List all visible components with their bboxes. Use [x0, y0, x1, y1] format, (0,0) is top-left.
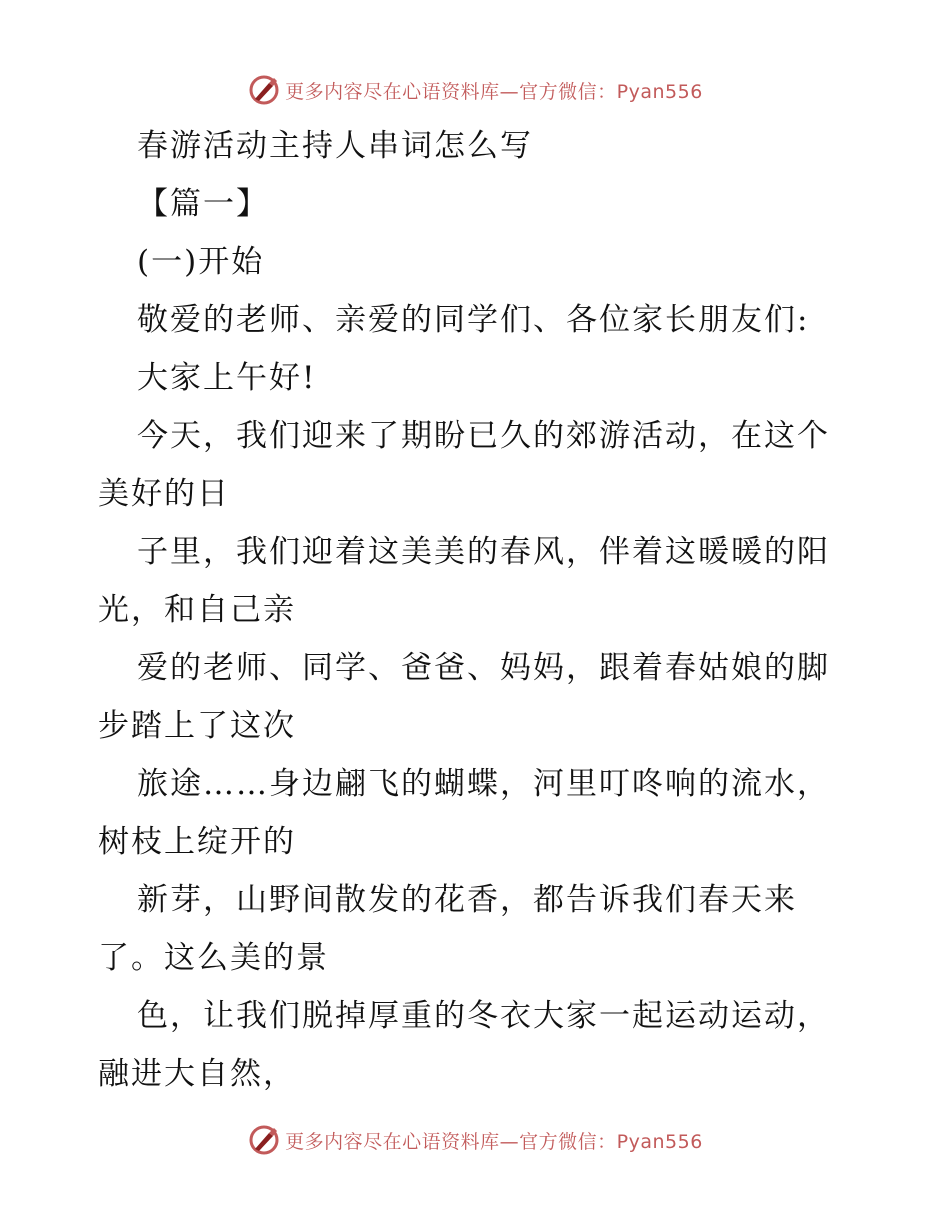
subheading: (一)开始	[137, 244, 265, 280]
text-line: 敬爱的老师、亲爱的同学们、各位家长朋友们:	[137, 302, 810, 338]
pen-logo-icon	[247, 1123, 281, 1157]
text-line: 美好的日	[98, 476, 230, 512]
pen-logo-icon	[247, 73, 281, 107]
header-watermark-banner	[0, 70, 950, 110]
text-line: 今天，我们迎来了期盼已久的郊游活动，在这个	[137, 418, 830, 454]
watermark-text: 更多内容尽在心语资料库—官方微信：Pyan556	[285, 80, 703, 103]
text-line: 新芽，山野间散发的花香，都告诉我们春天来	[137, 882, 797, 918]
document-title: 春游活动主持人串词怎么写	[137, 128, 533, 164]
watermark-text: 更多内容尽在心语资料库—官方微信：Pyan556	[285, 1130, 703, 1153]
text-line: 色，让我们脱掉厚重的冬衣大家一起运动运动，	[137, 998, 830, 1034]
text-line: 光，和自己亲	[98, 592, 296, 628]
text-line: 子里，我们迎着这美美的春风，伴着这暖暖的阳	[137, 534, 830, 570]
text-line: 树枝上绽开的	[98, 824, 296, 860]
text-line: 了。这么美的景	[98, 940, 329, 976]
text-line: 爱的老师、同学、爸爸、妈妈，跟着春姑娘的脚	[137, 650, 830, 686]
text-line: 大家上午好!	[137, 360, 317, 396]
text-line: 步踏上了这次	[98, 708, 296, 744]
text-line: 融进大自然，	[98, 1056, 296, 1092]
footer-watermark-banner	[0, 1120, 950, 1160]
section-heading: 【篇一】	[137, 186, 269, 222]
text-line: 旅途……身边翩飞的蝴蝶，河里叮咚响的流水，	[137, 766, 830, 802]
